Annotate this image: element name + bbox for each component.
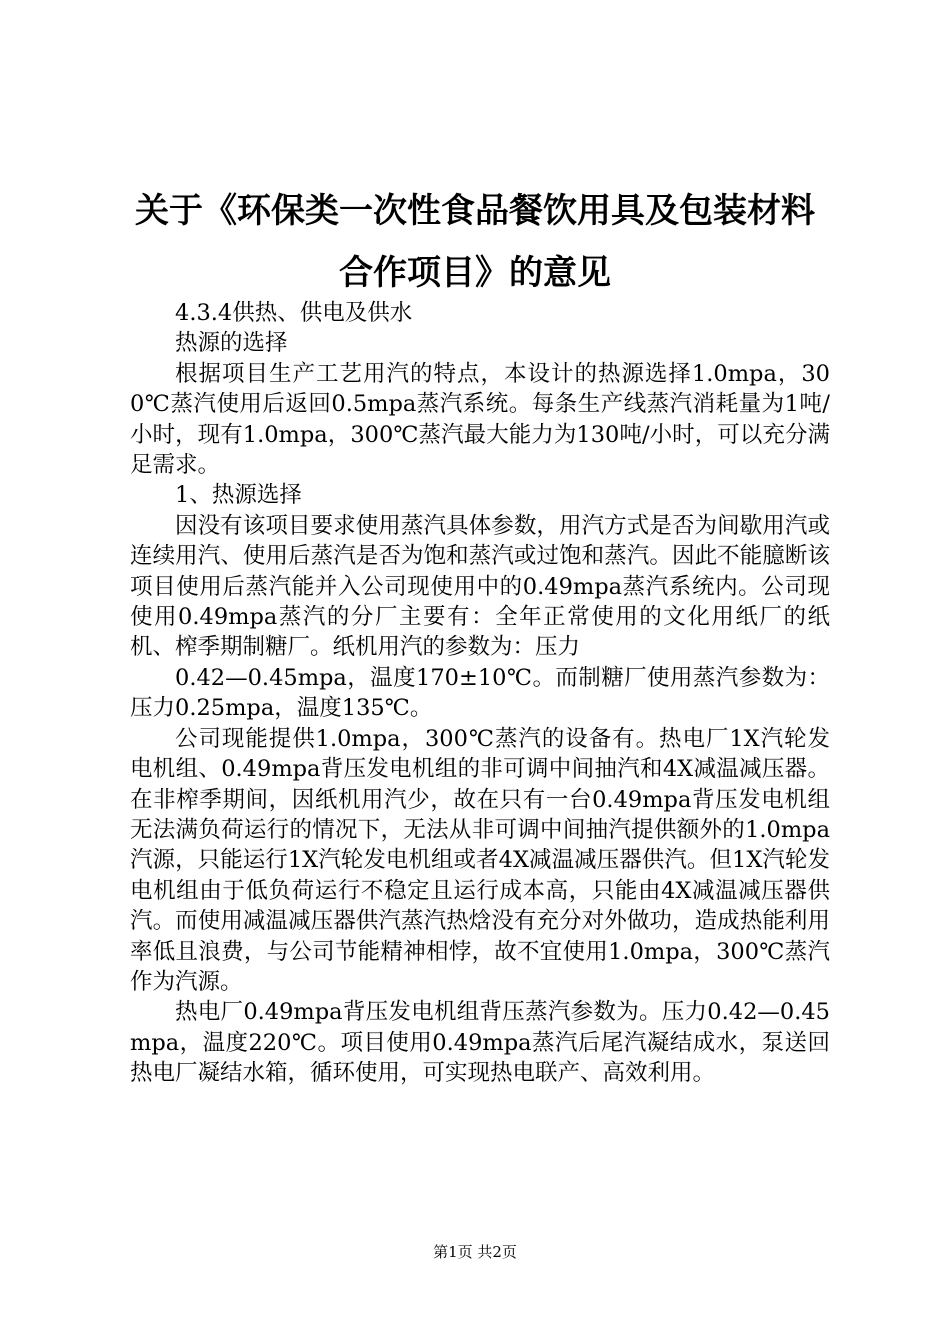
subsection-heading: 热源的选择 [175, 330, 288, 357]
title-line-2: 合作项目》的意见 [339, 253, 611, 293]
document-title [100, 180, 850, 304]
body-paragraph: 公司现能提供1.0mpa，300℃蒸汽的设备有。热电厂1X汽轮发电机组、0.49mpa背压发电机组的非可调中间抽汽和4X减温减压器。在非榨季期间，因纸机用汽少，故在只有一台0.49mpa背压发电机组无法满负荷运行的情况下，无法从非可调中间抽汽提供额外的1.0mpa汽源，只能运行1X汽轮发电机组或者4X减温减压器供汽。但1X汽轮发电机组由于低负荷运行不稳定且运行成本高，只能由4X减温减压器供汽。而使用减温减压器供汽蒸汽热焓没有充分对外做功，造成热能利用率低且浪费，与公司节能精神相悖，故不宜使用1.0mpa，300℃蒸汽作为汽源。 [130, 725, 830, 995]
body-paragraph: 0.42—0.45mpa，温度170±10℃。而制糖厂使用蒸汽参数为：压力0.25mpa，温度135℃。 [130, 664, 830, 722]
title-line-1: 关于《环保类一次性食品餐饮用具及包装材料 [135, 191, 815, 231]
document-body [130, 298, 830, 1089]
body-paragraph: 热电厂0.49mpa背压发电机组背压蒸汽参数为。压力0.42—0.45mpa，温度220℃。项目使用0.49mpa蒸汽后尾汽凝结成水，泵送回热电厂凝结水箱，循环使用，可实现热电联产、高效利用。 [130, 999, 830, 1087]
page-footer: 第1页 共2页 [433, 1243, 517, 1261]
subsection-heading: 1、热源选择 [175, 482, 302, 509]
section-heading: 4.3.4供热、供电及供水 [175, 300, 413, 326]
body-paragraph: 因没有该项目要求使用蒸汽具体参数，用汽方式是否为间歇用汽或连续用汽、使用后蒸汽是否为饱和蒸汽或过饱和蒸汽。因此不能臆断该项目使用后蒸汽能并入公司现使用中的0.49mpa蒸汽系统内。公司现使用0.49mpa蒸汽的分厂主要有：全年正常使用的文化用纸厂的纸机、榨季期制糖厂。纸机用汽的参数为：压力 [130, 512, 830, 661]
body-paragraph: 根据项目生产工艺用汽的特点，本设计的热源选择1.0mpa，300℃蒸汽使用后返回0.5mpa蒸汽系统。每条生产线蒸汽消耗量为1吨/小时，现有1.0mpa，300℃蒸汽最大能力为130吨/小时，可以充分满足需求。 [130, 360, 830, 479]
